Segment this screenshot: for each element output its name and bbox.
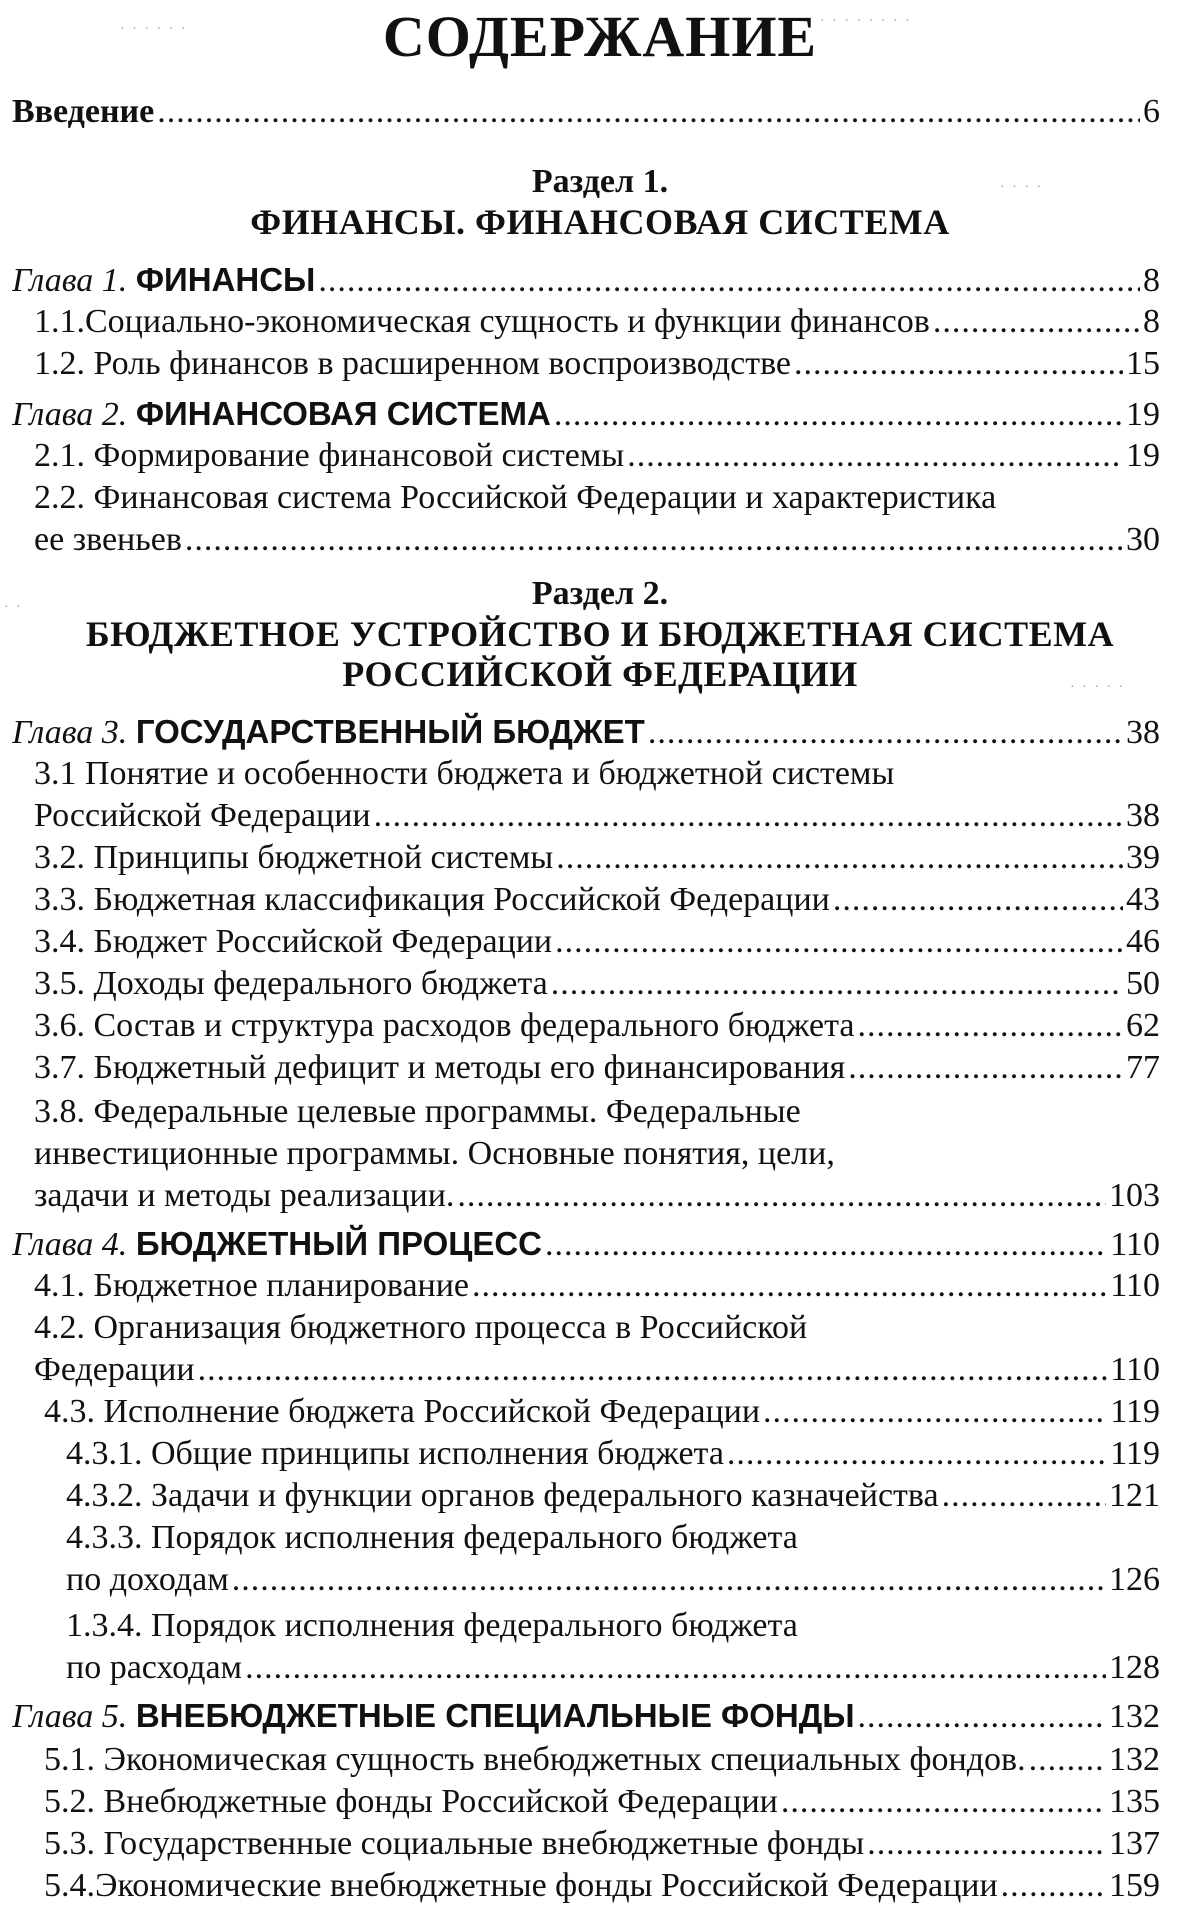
toc-entry-5-1[interactable]	[44, 1738, 1160, 1782]
toc-entry-4-1[interactable]	[34, 1264, 1160, 1308]
toc-entry-5-4[interactable]	[44, 1864, 1160, 1908]
toc-entry-2-2-line1[interactable]	[34, 476, 1160, 520]
entry-text: 4.3.2. Задачи и функции органов федерального казначейства	[66, 1477, 939, 1514]
chapter-prefix: Глава 5.	[12, 1698, 128, 1735]
entry-text: 1.3.4. Порядок исполнения федерального бюджета	[66, 1607, 798, 1644]
entry-text: 3.2. Принципы бюджетной системы	[34, 839, 554, 876]
entry-text: 4.3. Исполнение бюджета Российской Федерации	[44, 1393, 761, 1430]
leader-dots	[648, 711, 1123, 754]
page-number: 137	[1109, 1825, 1160, 1862]
page-title: СОДЕРЖАНИЕ	[382, 4, 818, 69]
chapter-title: ФИНАНСЫ	[135, 261, 316, 298]
toc-entry-3-8-line2[interactable]	[34, 1132, 1160, 1176]
page-number: 103	[1109, 1177, 1160, 1214]
page-number: 159	[1109, 1867, 1160, 1904]
leader-dots	[555, 920, 1123, 964]
leader-dots	[867, 1822, 1106, 1866]
toc-entry-4-3-3[interactable]	[66, 1558, 1160, 1602]
entry-text: по расходам	[66, 1649, 243, 1686]
toc-entry-4-3-2[interactable]	[66, 1474, 1160, 1518]
page-number: 46	[1126, 923, 1160, 960]
entry-text: 1.2. Роль финансов в расширенном воспроизводстве	[34, 345, 792, 382]
scan-speck: · ·	[4, 600, 23, 615]
toc-entry-3-4[interactable]	[34, 920, 1160, 964]
entry-text: 4.3.3. Порядок исполнения федерального бюджета	[66, 1519, 798, 1556]
entry-text: по доходам	[66, 1561, 229, 1598]
page-number: 132	[1109, 1741, 1160, 1778]
toc-entry-4-3-3-line1[interactable]	[66, 1516, 1160, 1560]
entry-text: Российской Федерации	[34, 797, 371, 834]
page-number: 110	[1110, 1226, 1160, 1263]
page-number: 110	[1110, 1267, 1160, 1304]
entry-text: 5.1. Экономическая сущность внебюджетных специальных фондов.	[44, 1741, 1026, 1778]
entry-text: 2.1. Формирование финансовой системы	[34, 437, 625, 474]
leader-dots	[457, 1174, 1106, 1218]
entry-text: 4.3.1. Общие принципы исполнения бюджета	[66, 1435, 724, 1472]
page-number: 6	[1143, 93, 1160, 130]
section-heading-1	[0, 162, 1200, 242]
entry-text: 3.1 Понятие и особенности бюджета и бюджетной системы	[34, 755, 895, 792]
page-number: 132	[1109, 1698, 1160, 1735]
toc-entry-3-6[interactable]	[34, 1004, 1160, 1048]
toc-entry-3-8-line1[interactable]	[34, 1090, 1160, 1134]
page-number: 19	[1126, 437, 1160, 474]
leader-dots	[858, 1004, 1123, 1048]
chapter-title: БЮДЖЕТНЫЙ ПРОЦЕСС	[135, 1225, 543, 1262]
page-number: 15	[1126, 345, 1160, 382]
section-heading-2	[0, 574, 1200, 694]
toc-entry-3-1[interactable]	[34, 794, 1160, 838]
toc-entry-3-7[interactable]	[34, 1046, 1160, 1090]
entry-text: 3.7. Бюджетный дефицит и методы его финансирования	[34, 1049, 846, 1086]
entry-text: Федерации	[34, 1351, 195, 1388]
page-number: 50	[1126, 965, 1160, 1002]
entry-text: 4.2. Организация бюджетного процесса в Российской	[34, 1309, 808, 1346]
leader-dots	[627, 434, 1123, 478]
toc-entry-chapter-3[interactable]	[12, 710, 1160, 754]
section-name-line1: БЮДЖЕТНОЕ УСТРОЙСТВО И БЮДЖЕТНАЯ СИСТЕМА	[85, 614, 1115, 654]
entry-text: 3.6. Состав и структура расходов федерального бюджета	[34, 1007, 855, 1044]
entry-text: 3.4. Бюджет Российской Федерации	[34, 923, 553, 960]
leader-dots	[245, 1646, 1106, 1690]
scan-speck: · · · ·	[1000, 180, 1044, 195]
leader-dots	[374, 794, 1123, 838]
toc-entry-3-2[interactable]	[34, 836, 1160, 880]
page-number: 77	[1126, 1049, 1160, 1086]
chapter-prefix: Глава 4.	[12, 1226, 128, 1263]
page-number: 8	[1143, 262, 1160, 299]
toc-entry-4-3-4[interactable]	[66, 1646, 1160, 1690]
page-number: 135	[1109, 1783, 1160, 1820]
page-number: 128	[1109, 1649, 1160, 1686]
toc-entry-chapter-2[interactable]	[12, 392, 1160, 436]
section-name: ФИНАНСЫ. ФИНАНСОВАЯ СИСТЕМА	[250, 202, 950, 242]
toc-entry-4-2[interactable]	[34, 1348, 1160, 1392]
scan-speck: · · · · · · · ·	[820, 14, 912, 29]
leader-dots	[833, 878, 1123, 922]
page-number: 39	[1126, 839, 1160, 876]
page-number: 8	[1143, 303, 1160, 340]
chapter-title: ВНЕБЮДЖЕТНЫЕ СПЕЦИАЛЬНЫЕ ФОНДЫ	[135, 1697, 855, 1734]
leader-dots	[232, 1558, 1106, 1602]
toc-entry-chapter-5[interactable]	[12, 1694, 1160, 1738]
section-name-line2: РОССИЙСКОЙ ФЕДЕРАЦИИ	[342, 654, 858, 694]
toc-entry-3-5[interactable]	[34, 962, 1160, 1006]
entry-text: 2.2. Финансовая система Российской Федерации и характеристика	[34, 479, 997, 516]
toc-entry-5-2[interactable]	[44, 1780, 1160, 1824]
toc-entry-2-1[interactable]	[34, 434, 1160, 478]
toc-entry-3-1-line1[interactable]	[34, 752, 1160, 796]
chapter-title: ФИНАНСОВАЯ СИСТЕМА	[135, 395, 551, 432]
entry-text: 5.2. Внебюджетные фонды Российской Федерации	[44, 1783, 778, 1820]
page-number: 126	[1109, 1561, 1160, 1598]
leader-dots	[185, 518, 1123, 562]
page-number: 62	[1126, 1007, 1160, 1044]
leader-dots	[1029, 1738, 1106, 1782]
entry-text: 3.8. Федеральные целевые программы. Федеральные	[34, 1093, 801, 1130]
page-number: 19	[1126, 396, 1160, 433]
toc-entry-chapter-4[interactable]	[12, 1222, 1160, 1266]
leader-dots	[848, 1046, 1123, 1090]
toc-entry-1-1[interactable]	[34, 300, 1160, 344]
entry-text: Введение	[12, 93, 155, 130]
scan-speck: · · · · ·	[1070, 680, 1126, 695]
toc-entry-3-8[interactable]	[34, 1174, 1160, 1218]
leader-dots	[318, 259, 1140, 302]
leader-dots	[472, 1264, 1107, 1308]
page-number: 121	[1109, 1477, 1160, 1514]
leader-dots	[763, 1390, 1107, 1434]
entry-text: 3.3. Бюджетная классификация Российской Федерации	[34, 881, 830, 918]
section-label: Раздел 1.	[531, 163, 669, 200]
chapter-prefix: Глава 1.	[12, 262, 128, 299]
entry-text: инвестиционные программы. Основные понятия, цели,	[34, 1135, 835, 1172]
section-label: Раздел 2.	[531, 575, 669, 612]
page-number: 30	[1126, 521, 1160, 558]
toc-entry-intro[interactable]	[12, 90, 1160, 134]
chapter-prefix: Глава 2.	[12, 396, 128, 433]
page-number: 110	[1110, 1351, 1160, 1388]
entry-text: 1.1.Социально-экономическая сущность и функции финансов	[34, 303, 930, 340]
leader-dots	[942, 1474, 1106, 1518]
toc-entry-3-3[interactable]	[34, 878, 1160, 922]
entry-text: 5.4.Экономические внебюджетные фонды Российской Федерации	[44, 1867, 998, 1904]
toc-entry-1-2[interactable]	[34, 342, 1160, 386]
entry-text: задачи и методы реализации.	[34, 1177, 455, 1214]
leader-dots	[556, 836, 1123, 880]
entry-text: 4.1. Бюджетное планирование	[34, 1267, 470, 1304]
leader-dots	[551, 962, 1123, 1006]
toc-entry-4-3[interactable]	[44, 1390, 1160, 1434]
leader-dots	[545, 1223, 1107, 1266]
leader-dots	[794, 342, 1123, 386]
toc-entry-4-3-4-line1[interactable]	[66, 1604, 1160, 1648]
leader-dots	[727, 1432, 1107, 1476]
leader-dots	[198, 1348, 1108, 1392]
page-number: 38	[1126, 714, 1160, 751]
page-number: 43	[1126, 881, 1160, 918]
toc-entry-4-2-line1[interactable]	[34, 1306, 1160, 1350]
toc-entry-chapter-1[interactable]	[12, 258, 1160, 302]
leader-dots	[933, 300, 1140, 344]
page-number: 119	[1110, 1393, 1160, 1430]
toc-entry-4-3-1[interactable]	[66, 1432, 1160, 1476]
chapter-prefix: Глава 3.	[12, 714, 128, 751]
chapter-title: ГОСУДАРСТВЕННЫЙ БЮДЖЕТ	[135, 713, 645, 750]
entry-text: 3.5. Доходы федерального бюджета	[34, 965, 548, 1002]
entry-text: 5.3. Государственные социальные внебюджетные фонды	[44, 1825, 865, 1862]
page-number: 38	[1126, 797, 1160, 834]
leader-dots	[781, 1780, 1106, 1824]
toc-entry-5-3[interactable]	[44, 1822, 1160, 1866]
leader-dots	[554, 393, 1123, 436]
scan-speck: · · · · · ·	[120, 22, 188, 37]
toc-entry-2-2[interactable]	[34, 518, 1160, 562]
entry-text: ее звеньев	[34, 521, 182, 558]
leader-dots	[858, 1695, 1106, 1738]
leader-dots	[157, 90, 1140, 134]
leader-dots	[1001, 1864, 1106, 1908]
page-number: 119	[1110, 1435, 1160, 1472]
